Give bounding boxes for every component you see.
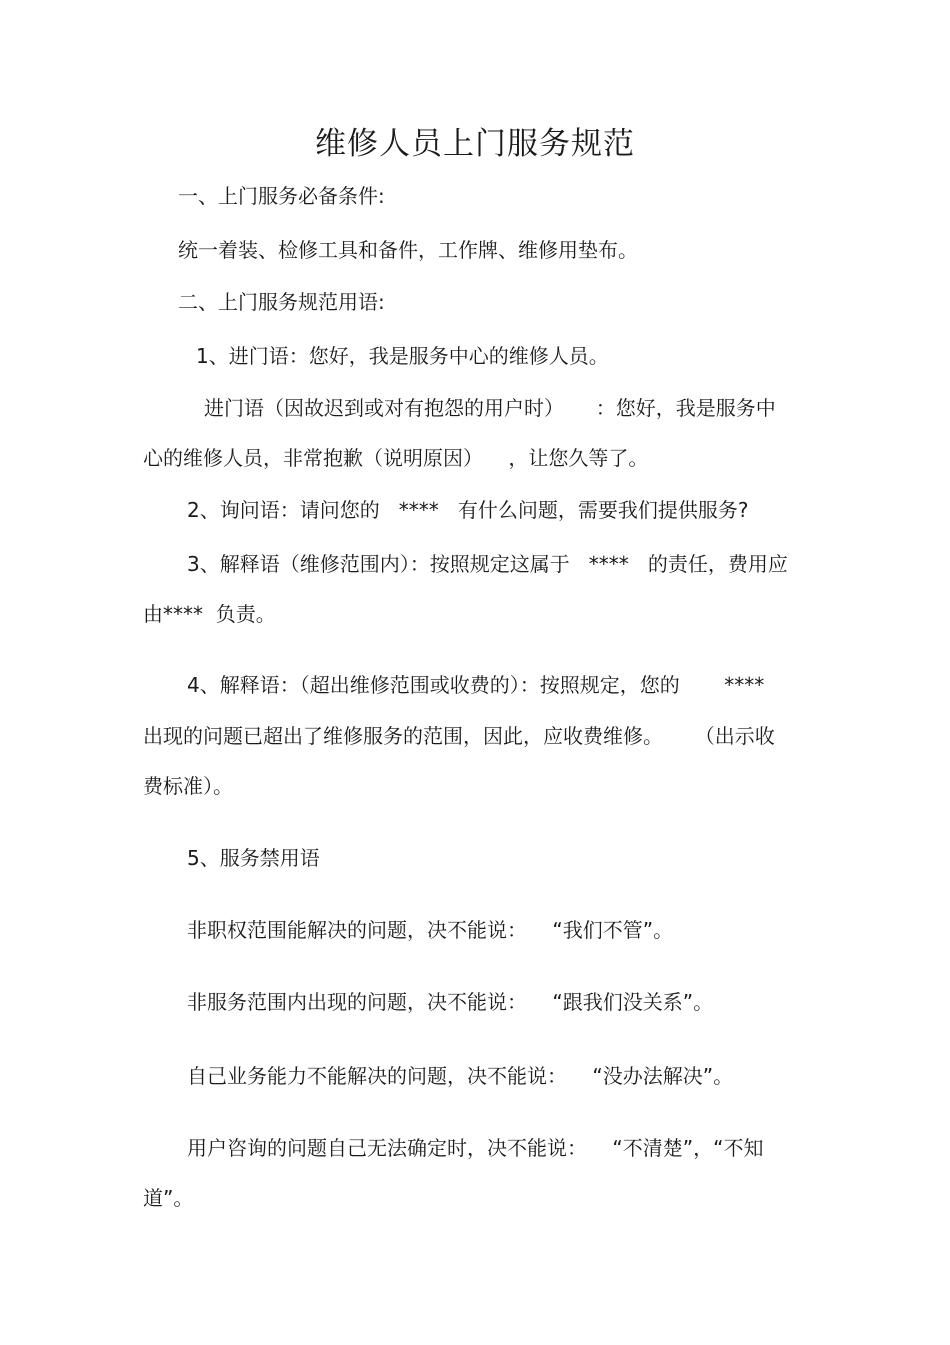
item4-explanation-line2: 出现的问题已超出了维修服务的范围，因此，应收费维修。 （出示收 xyxy=(143,724,775,748)
section1-heading: 一、上门服务必备条件: xyxy=(178,184,385,208)
item4-explanation-line1: 4、解释语：（超出维修范围或收费的）：按照规定，您的 **** xyxy=(187,673,765,697)
item3-explanation-line1: 3、解释语（维修范围内）：按照规定这属于 **** 的责任，费用应 xyxy=(187,552,788,576)
forbidden-phrase-1: 非职权范围能解决的问题，决不能说： “我们不管”。 xyxy=(187,918,674,942)
item1-late-greeting-line1: 进门语（因故迟到或对有抱怨的用户时） ：您好，我是服务中 xyxy=(204,396,776,420)
item1-late-greeting-line2: 心的维修人员，非常抱歉（说明原因） ，让您久等了。 xyxy=(143,446,649,470)
item3-explanation-line2: 由**** 负责。 xyxy=(143,602,276,626)
forbidden-phrase-4-line2: 道”。 xyxy=(143,1186,194,1210)
item4-explanation-line3: 费标准）。 xyxy=(143,774,233,798)
item5-heading: 5、服务禁用语 xyxy=(187,846,320,870)
section2-heading: 二、上门服务规范用语: xyxy=(178,290,385,314)
forbidden-phrase-3: 自己业务能力不能解决的问题，决不能说： “没办法解决”。 xyxy=(187,1064,734,1088)
item2-inquiry: 2、询问语：请问您的 **** 有什么问题，需要我们提供服务? xyxy=(187,498,749,522)
forbidden-phrase-2: 非服务范围内出现的问题，决不能说： “跟我们没关系”。 xyxy=(187,990,714,1014)
section1-body: 统一着装、检修工具和备件，工作牌、维修用垫布。 xyxy=(178,238,638,262)
page-title: 维修人员上门服务规范 xyxy=(315,126,635,162)
forbidden-phrase-4-line1: 用户咨询的问题自己无法确定时，决不能说： “不清楚”，“不知 xyxy=(187,1136,764,1160)
item1-entry-greeting: 1、进门语：您好，我是服务中心的维修人员。 xyxy=(196,344,609,368)
